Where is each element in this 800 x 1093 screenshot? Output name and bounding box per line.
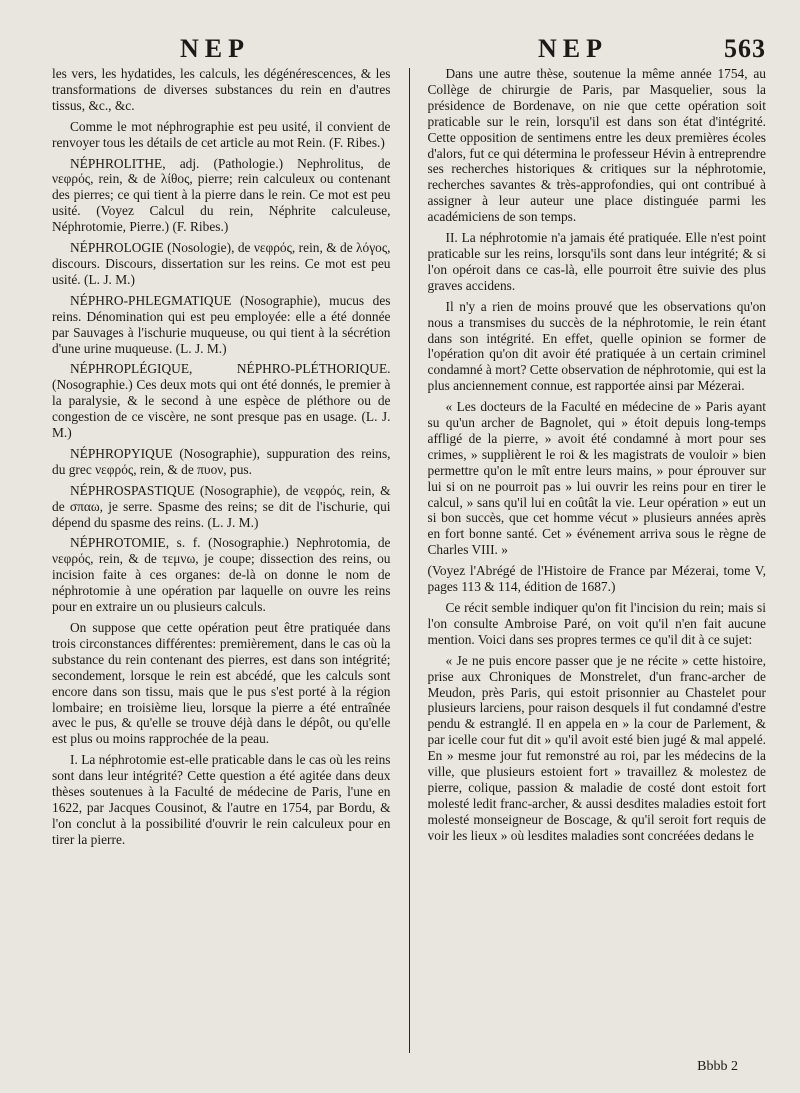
right-column-paragraph: Il n'y a rien de moins prouvé que les observations qu'on nous a transmises du succès de la néphrotomie, le rein étant dans son intégrité. En effet, quelle opinion se former de l'opération qu'on dit avoir été pratiquée à un certain criminel condamné à mort? Cette observation de néphrotomie, qui est la plus anciennement connue, est rapportée ainsi par Mézerai. — [427, 298, 766, 394]
left-column-paragraph: On suppose que cette opération peut être pratiquée dans trois circonstances différentes: premièrement, dans le cas où la substance du rein contenant des pierres, est dans son intégrité; secondement, lorsque le rein est abcédé, que les calculs sont encore dans son tissu, mais que le pus s'est porté à la région lombaire; en troisième lieu, lorsque la pierre a été entraînée avec le pus, & qu'elle se trouve déjà dans le dépôt, ou qu'elle est plus ou moins rapprochée de la peau. — [52, 620, 391, 747]
right-column-paragraph: « Je ne puis encore passer que je ne récite » cette histoire, prise aux Chroniques de Monstrelet, d'un franc-archer de Meudon, près Paris, qui estoit prisonnier au Chastelet pour plusieurs larciens, pour raison desquels il fut condamné d'estre pendu & estranglé. Il en appela en » la cour de Parlement, & par icelle cour fut dit » qu'il avoit esté bien jugé & mal appelé. En » mesme jour fut remonstré au roi, par les médecins de la ville, que plusieurs estoient fort » travaillez & molestez de pierre, colique, passion & maladie de costé dont estoit fort molesté ledit franc-archer, & aussi desdites maladies estoit fort molesté monseigneur de Boscage, & qu'il seroit fort requis de voir les lieux » où lesdites maladies sont concréées dedans le — [427, 652, 766, 843]
left-column — [52, 66, 391, 1067]
right-column-paragraph: Dans une autre thèse, soutenue la même année 1754, au Collège de chirurgie de Paris, par Masquelier, sous la présidence de Bordenave, on nie que cette opération soit praticable sur le rein, lorsqu'il est dans son état d'intégrité. Cette opposition de sentimens entre les deux premières écoles d'alors, fut ce qui détermina le professeur Hévin à entreprendre ses recherches historiques & critiques sur la néphrotomie, recherches savantes & très-approfondies, qui ont contribué à assigner à leur auteur une place distinguée parmi les académiciens de son temps. — [427, 66, 766, 225]
right-column-paragraph: (Voyez l'Abrégé de l'Histoire de France par Mézerai, tome V, pages 113 & 114, édition de 1687.) — [427, 563, 766, 595]
running-header — [52, 34, 766, 64]
left-column-paragraph: NÉPHRO-PHLEGMATIQUE (Nosographie), mucus des reins. Dénomination qui est peu employée: elle a été donnée par Sauvages à l'ischurie muqueuse, ou qui tient à la sécrétion d'une urine muqueuse. (L. J. M.) — [52, 292, 391, 356]
signature-mark: Bbbb 2 — [697, 1059, 738, 1074]
header-left-title: NEP — [180, 34, 250, 63]
text-columns — [52, 66, 766, 1067]
left-column-paragraph: NÉPHROPLÉGIQUE, NÉPHRO-PLÉTHORIQUE. (Nosographie.) Ces deux mots qui ont été donnés, le premier à la paralysie, & le second à une espèce de pléthore ou de congestion de ce viscère, ne sont presque pas en usage. (L. J. M.) — [52, 361, 391, 441]
left-column-paragraph: I. La néphrotomie est-elle praticable dans le cas où les reins sont dans leur intégrité? Cette question a été agitée dans deux thèses soutenues à la Faculté de médecine de Paris, l'une en 1622, par Jacques Cousinot, & l'autre en 1754, par Bordu, & l'on conclut à la possibilité d'ouvrir le rein calculeux pour en tirer la pierre. — [52, 752, 391, 847]
right-column-paragraph: « Les docteurs de la Faculté en médecine de » Paris ayant su qu'un archer de Bagnolet, qui » étoit depuis long-temps affligé de la pierre, » avoit été condamné à mort pour ses crimes, » supplièrent le roi & les magistrats de vouloir » bien permettre qu'on le mît entre leurs mains, » pour éprouver sur lui si on ne pourroit pas » lui ouvrir les reins pour en tirer le calcul, » sans qu'il lui en coûtât la vie. Leur opération » eut un si bon succès, que cet homme vécut » plusieurs années après en fort bonne santé. Cet » événement arriva sous le règne de Charles VIII. » — [427, 399, 766, 558]
left-column-paragraph: NÉPHROLOGIE (Nosologie), de νεφρός, rein, & de λόγος, discours. Discours, dissertation sur les reins. Ce mot est peu usité. (L. J. M.) — [52, 240, 391, 287]
column-divider — [409, 68, 410, 1053]
left-column-paragraph: NÉPHROSPASTIQUE (Nosographie), de νεφρός, rein, & de σπαω, je serre. Spasme des reins; se dit de l'ischurie, qui dépend du spasme des reins. (L. J. M.) — [52, 482, 391, 530]
right-column-paragraph: Ce récit semble indiquer qu'on fit l'incision du rein; mais si l'on consulte Ambroise Paré, on voit qu'il n'en fait aucune mention. Voici dans ses propres termes ce qu'il dit à ce sujet: — [427, 600, 766, 647]
left-column-paragraph: NÉPHROLITHE, adj. (Pathologie.) Nephrolitus, de νεφρός, rein, & de λίθος, pierre; rein calculeux ou contenant des pierres; ce qui tient à la pierre dans le rein. Ce mot est peu usité. (Voyez Calcul du rein, Néphrite calculeuse, Néphrotomie, Pierre.) (F. Ribes.) — [52, 155, 391, 235]
left-column-paragraph: les vers, les hydatides, les calculs, les dégénérescences, & les transformations de diverses substances du rein en d'autres tissus, &c., &c. — [52, 66, 391, 113]
left-column-paragraph: NÉPHROTOMIE, s. f. (Nosographie.) Nephrotomia, de νεφρός, rein, & de τεμνω, je coupe; dissection des reins, ou incision faite à ces organes: de-là on donne le nom de néphrotomie à une opération par laquelle on ouvre les reins pour en extraire un ou plusieurs calculs. — [52, 535, 391, 615]
left-column-paragraph: NÉPHROPYIQUE (Nosographie), suppuration des reins, du grec νεφρός, rein, & de πυον, pus. — [52, 445, 391, 477]
right-column-paragraph: II. La néphrotomie n'a jamais été pratiquée. Elle n'est point praticable sur les reins, lorsqu'ils sont dans leur intégrité; & si l'on opéroit dans ce cas-là, elle pourroit être suivie des plus graves accidens. — [427, 230, 766, 293]
right-column — [428, 66, 767, 1067]
header-right-title: NEP — [538, 34, 608, 63]
page-number: 563 — [724, 34, 766, 63]
left-column-paragraph: Comme le mot néphrographie est peu usité, il convient de renvoyer tous les détails de cet article au mot Rein. (F. Ribes.) — [52, 118, 391, 150]
